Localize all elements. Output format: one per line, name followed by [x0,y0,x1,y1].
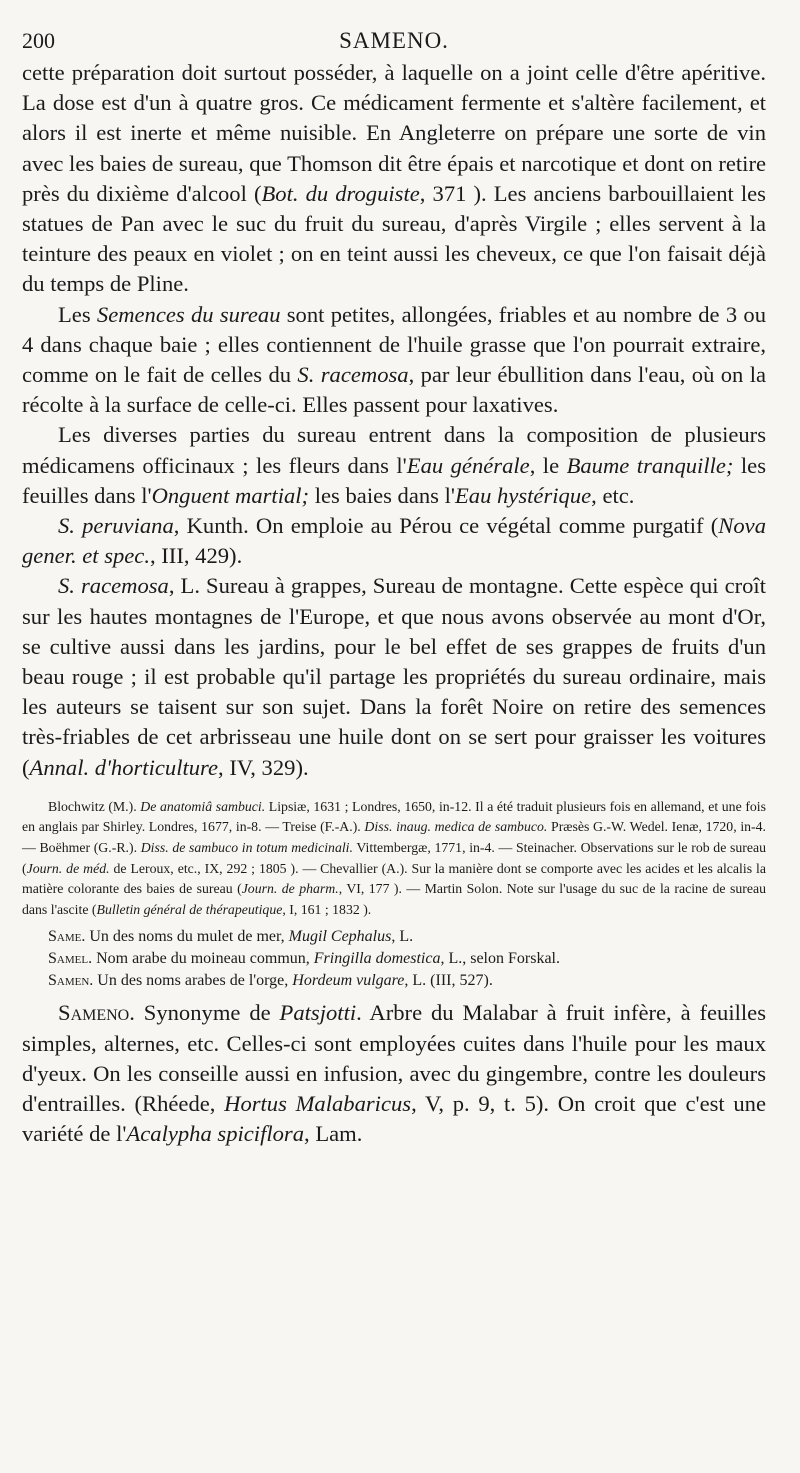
paragraph-sameno: Sameno. Synonyme de Patsjotti. Arbre du Malabar à fruit infère, à feuilles simples, alternes, etc. Celles-ci sont employées cuites dans l'huile pour les maux d'yeux. On les conseille aussi en infusion, avec du gingembre, contre les douleurs d'entrailles. (Rhéede, Hortus Malabaricus, V, p. 9, t. 5). On croit que c'est une variété de l'Acalypha spiciflora, Lam. [22,1000,766,1147]
entry-samen: Samen. Un des noms arabes de l'orge, Hordeum vulgare, L. (III, 527). [48,972,493,990]
page-header [22,22,766,56]
main-text [22,58,766,783]
page-number: 200 [22,28,55,53]
bibliography-text: Blochwitz (M.). De anatomiâ sambuci. Lipsiæ, 1631 ; Londres, 1650, in-12. Il a été traduit plusieurs fois en allemand, et une fois en anglais par Shirley. Londres, 1677, in-8. — Treise (F.-A.). Diss. inaug. medica de sambuco. Præsès G.-W. Wedel. Ienæ, 1720, in-4. — Boëhmer (G.-R.). Diss. de sambuco in totum medicinali. Vittembergæ, 1771, in-4. — Steinacher. Observations sur le rob de sureau (Journ. de méd. de Leroux, etc., IX, 292 ; 1805 ). — Chevallier (A.). Sur la manière dont se comporte avec les acides et les alcalis la matière colorante des baies de sureau (Journ. de pharm., VI, 177 ). — Martin Solon. Note sur l'usage du suc de la racine de sureau dans l'ascite (Bulletin général de thérapeutique, I, 161 ; 1832 ). [22,798,767,917]
entry-same: Same. Un des noms du mulet de mer, Mugil Cephalus, L. [48,928,414,946]
short-entries [22,926,766,992]
paragraph-peruviana: S. peruviana, Kunth. On emploie au Pérou ce végétal comme purgatif (Nova gener. et spec., III, 429). [22,513,766,569]
entry-sameno [22,998,766,1149]
paragraph-officinal: Les diverses parties du sureau entrent dans la composition de plusieurs médicamens officinaux ; les fleurs dans l'Eau générale, le Baume tranquille; les feuilles dans l'Onguent martial; les baies dans l'Eau hystérique, etc. [22,422,767,508]
paragraph-racemosa: S. racemosa, L. Sureau à grappes, Sureau de montagne. Cette espèce qui croît sur les hautes montagnes de l'Europe, et que nous avons observée au mont d'Or, se cultive aussi dans les jardins, pour le bel effet de ses grappes de fruits d'un beau rouge ; il est probable qu'il partage les propriétés du sureau ordinaire, mais les auteurs se taisent sur son sujet. Dans la forêt Noire on retire des semences très-friables de cet arbrisseau une huile dont on se sert pour graisser les voitures (Annal. d'horticulture, IV, 329). [22,573,766,780]
running-head: SAMENO. [339,28,449,53]
bibliography [22,797,766,921]
entry-samel: Samel. Nom arabe du moineau commun, Fringilla domestica, L., selon Forskal. [48,950,560,968]
paragraph-seeds: Les Semences du sureau sont petites, allongées, friables et au nombre de 3 ou 4 dans chaque baie ; elles contiennent de l'huile grasse que l'on pourrait extraire, comme on le fait de celles du S. racemosa, par leur ébullition dans l'eau, où on la récolte à la surface de celle-ci. Elles passent pour laxatives. [22,301,766,418]
paragraph-wine: cette préparation doit surtout posséder, à laquelle on a joint celle d'être apéritive. La dose est d'un à quatre gros. Ce médicament fermente et s'altère facilement, et alors il est inerte et même nuisible. En Angleterre on prépare une sorte de vin avec les baies de sureau, que Thomson dit être épais et narcotique et dont on retire près du dixième d'alcool (Bot. du droguiste, 371 ). Les anciens barbouillaient les statues de Pan avec le suc du fruit du sureau, d'après Virgile ; elles servent à la teinture des peaux en violet ; on en teint aussi les cheveux, ce que l'on faisait déjà du temps de Pline. [22,60,766,297]
